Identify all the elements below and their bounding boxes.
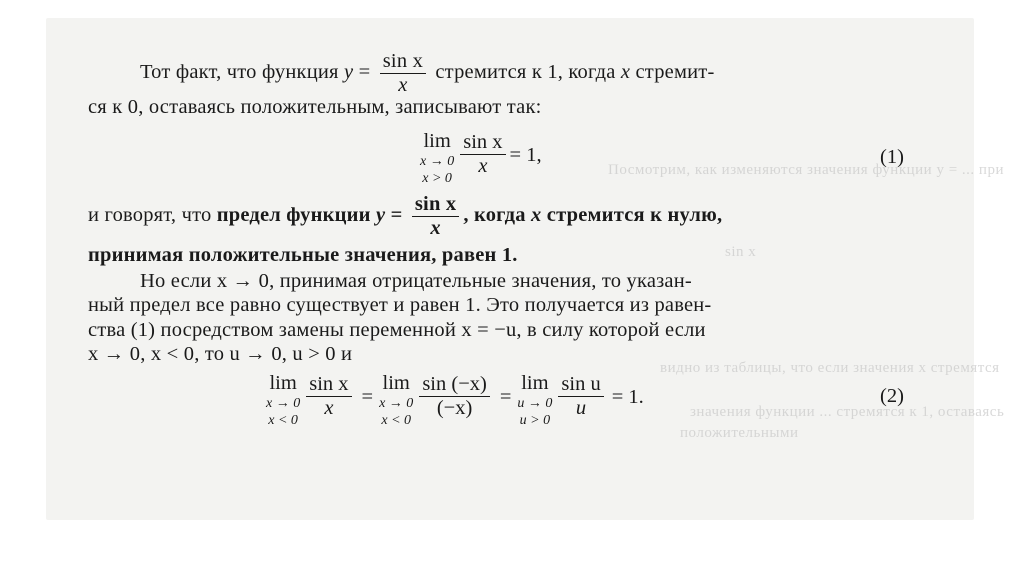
- paragraph-1-line-2: ся к 0, оставаясь положительным, записывают так:: [88, 96, 542, 118]
- fraction-sin-neg-x: $\frac{\sin (-x)}{(-x)}$: [419, 374, 490, 419]
- equation-number-1: (1): [880, 146, 904, 168]
- fraction-sinx-over-x: $\frac{\text{sin x}}{x}$: [460, 132, 505, 177]
- fraction-sinx-over-x: $\frac{\text{sin x}}{x}$: [306, 374, 351, 419]
- equation-number-2: (2): [880, 385, 904, 407]
- fraction-sinx-over-x: $\frac{\text{sin x}}{x}$: [380, 51, 426, 96]
- equation-1: lim x → 0 x > 0 $\frac{\text{sin x}}{x}$ = 1,: [420, 130, 542, 187]
- paragraph-3-line-4: x → 0, x < 0, то u → 0, u > 0 и: [88, 343, 353, 365]
- bleed-through-text: значения функции ... стремятся к 1, оставаясь: [690, 404, 1005, 420]
- limit-operator: lim x → 0 x < 0: [266, 372, 301, 429]
- limit-operator: lim u → 0 u > 0: [517, 372, 553, 429]
- bleed-through-text: видно из таблицы, что если значения x стремятся: [660, 360, 1000, 376]
- fraction-sinx-over-x: $\frac{\text{sin x}}{x}$: [412, 194, 459, 239]
- paragraph-3-line-2: ный предел все равно существует и равен 1. Это получается из равен-: [88, 294, 712, 316]
- paragraph-3-line-1: Но если x → 0, принимая отрицательные значения, то указан-: [140, 270, 692, 292]
- paragraph-2-line-2: принимая положительные значения, равен 1.: [88, 244, 518, 266]
- fraction-sinu-over-u: $\frac{\text{sin u}}{u}$: [558, 374, 603, 419]
- bleed-through-text: положительными: [680, 425, 799, 441]
- paragraph-3-line-3: ства (1) посредством замены переменной x = −u, в силу которой если: [88, 319, 706, 341]
- paragraph-1-line-1: Тот факт, что функция y = $\frac{\text{sin x}}{x}$ стремится к 1, когда x стремит-: [140, 50, 715, 96]
- limit-operator: lim x → 0 x < 0: [379, 372, 414, 429]
- limit-operator: lim x → 0 x > 0: [420, 130, 455, 187]
- equation-2: lim x → 0 x < 0 $\frac{\text{sin x}}{x}$ = lim x → 0 x < 0 $\frac{\sin (-x)}{(-x)}$ = lim u → 0 u > 0 $\frac{\text{sin u}}{u}$ = 1.: [266, 372, 644, 429]
- paragraph-2-line-1: и говорят, что предел функции y = $\frac{\text{sin x}}{x}$ , когда x стремится к нулю,: [88, 193, 723, 239]
- bleed-through-text: Посмотрим, как изменяются значения функции y = ... при: [608, 162, 1004, 178]
- bleed-through-text: sin x: [725, 244, 757, 260]
